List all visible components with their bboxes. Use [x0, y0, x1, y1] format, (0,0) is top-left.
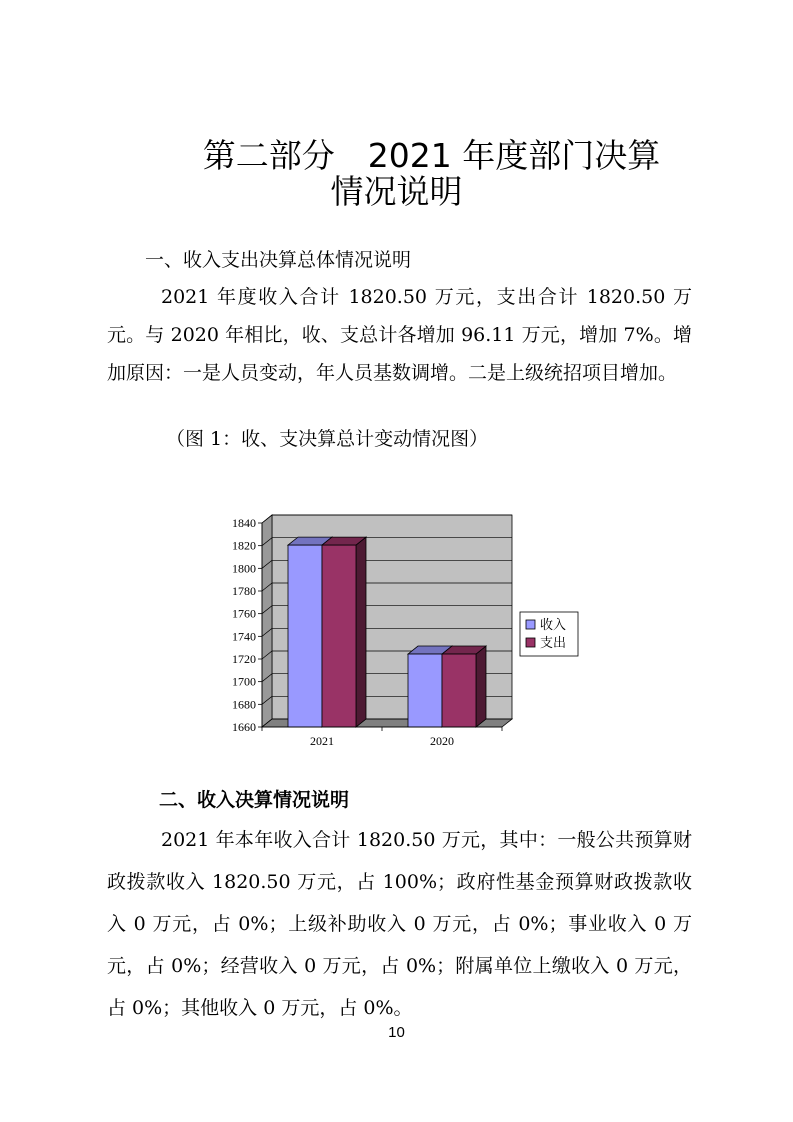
legend-swatch: [526, 638, 535, 647]
y-tick-label: 1720: [232, 652, 256, 666]
y-tick-label: 1820: [232, 538, 256, 553]
section2-heading: 二、收入决算情况说明: [159, 789, 350, 811]
y-tick-label: 1700: [232, 674, 256, 689]
page-number: 10: [388, 1024, 405, 1041]
page-title-line1: 第二部分 2021 年度部门决算: [202, 136, 661, 175]
legend-label: 收入: [540, 618, 567, 633]
bar-支出-2020: [442, 654, 476, 727]
x-tick-label: 2021: [310, 734, 334, 748]
y-tick-label: 1660: [232, 720, 256, 734]
page-title-line2: 情况说明: [330, 172, 463, 211]
x-tick-label: 2020: [430, 734, 454, 748]
y-tick-label: 1800: [232, 561, 256, 576]
bar-收入-2020: [408, 654, 442, 727]
income-expense-chart: [215, 505, 595, 755]
y-tick-label: 1780: [232, 584, 256, 598]
bar-side: [476, 646, 486, 727]
bar-side: [356, 537, 366, 727]
y-tick-label: 1740: [232, 629, 256, 644]
section1-heading: 一、收入支出决算总体情况说明: [145, 249, 412, 271]
section2-body: 2021 年本年收入合计 1820.50 万元，其中：一般公共预算财政拨款收入 1820.50 万元，占 100%；政府性基金预算财政拨款收入 0 万元，占 0%；上级补助收入 0 万元，占 0%；事业收入 0 万元，占 0%；经营收入 0 万元，占 0%；附属单位上缴收入 0 万元，占 0%；其他收入 0 万元，占 0%。: [107, 829, 692, 1019]
legend-label: 支出: [540, 636, 567, 651]
figure-caption: （图 1：收、支决算总计变动情况图）: [166, 428, 489, 450]
y-tick-label: 1840: [232, 516, 256, 530]
chart-side-wall: [262, 515, 272, 727]
bar-收入-2021: [288, 545, 322, 727]
y-tick-label: 1760: [232, 606, 256, 621]
section1-body: 2021 年度收入合计 1820.50 万元，支出合计 1820.50 万元。与 2020 年相比，收、支总计各增加 96.11 万元，增加 7%。增加原因：一是人员变动，年人员基数调增。二是上级统招项目增加。: [107, 286, 692, 384]
bar-支出-2021: [322, 545, 356, 727]
legend-swatch: [526, 620, 535, 629]
y-tick-label: 1680: [232, 697, 256, 712]
